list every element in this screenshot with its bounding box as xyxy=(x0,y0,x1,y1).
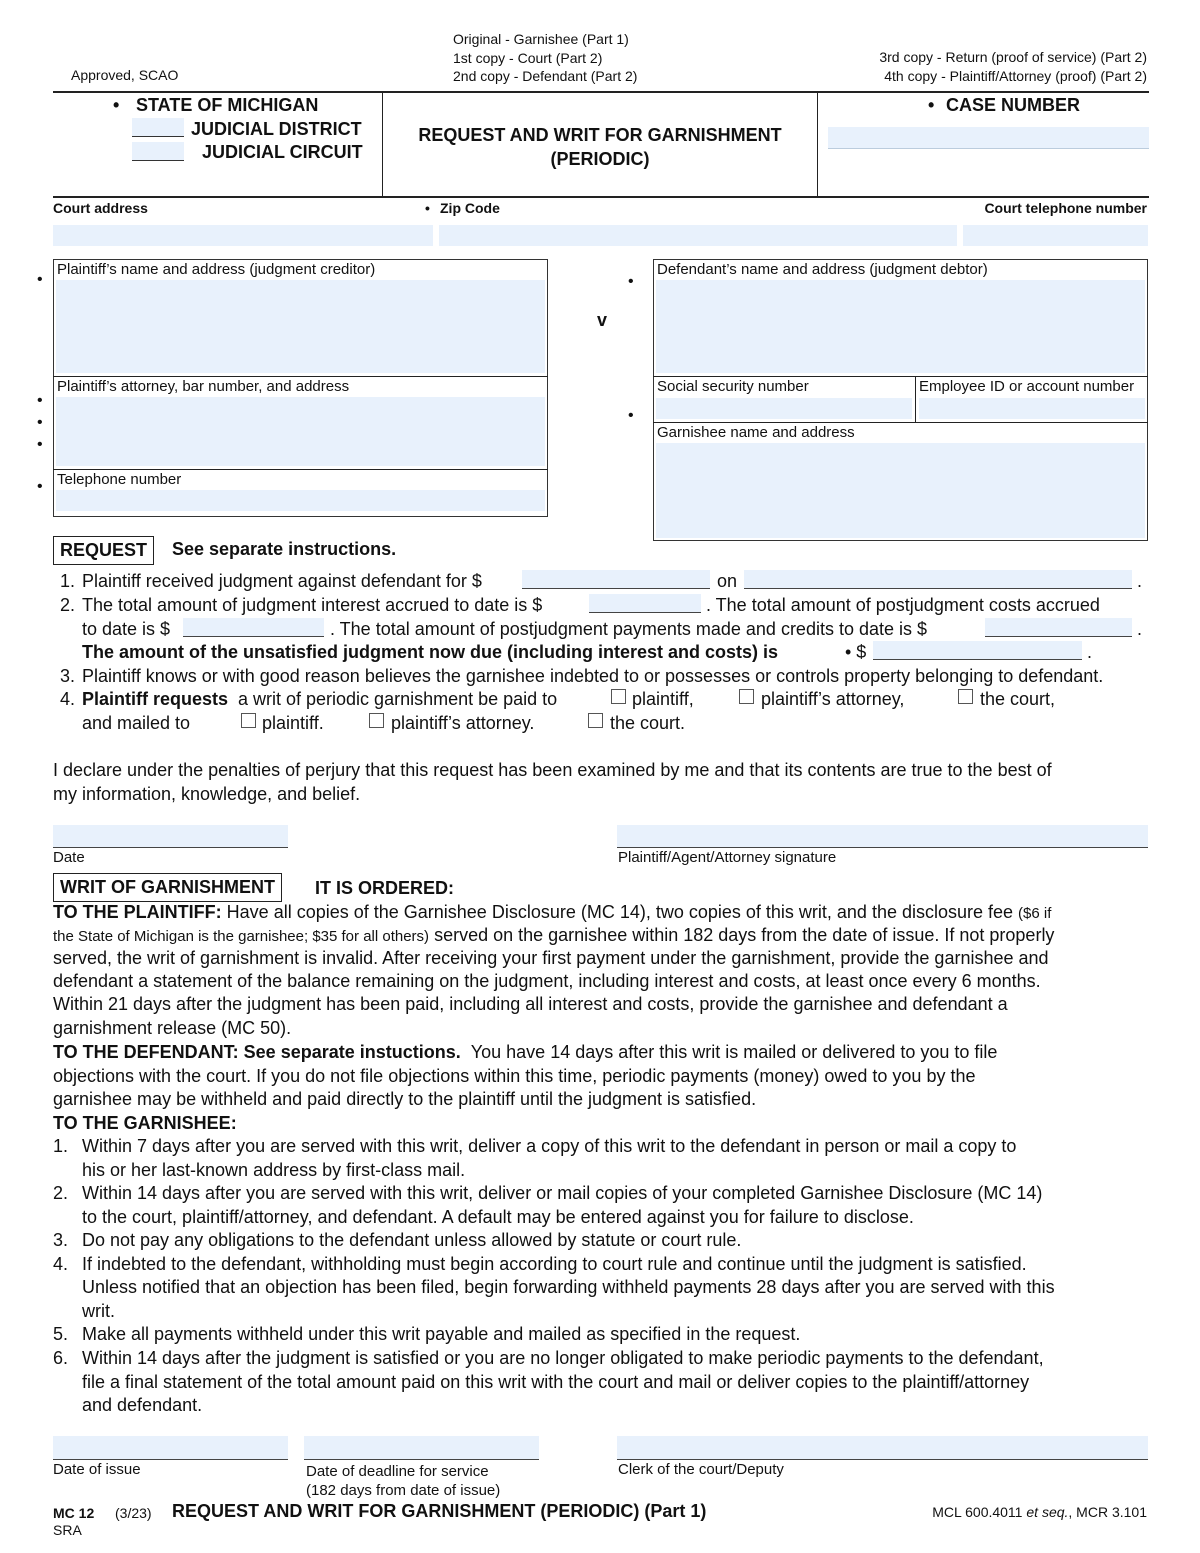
copy-line: 3rd copy - Return (proof of service) (Part 2) xyxy=(879,49,1147,65)
garnishee-item-text: If indebted to the defendant, withholding must begin according to court rule and continue until the judgment is satisfied. xyxy=(82,1254,1027,1274)
ssn-label: Social security number xyxy=(657,378,809,395)
writ-fee-note: the State of Michigan is the garnishee; $35 for all others) xyxy=(53,928,430,945)
court-telephone-label: Court telephone number xyxy=(984,200,1147,216)
garnishee-label: Garnishee name and address xyxy=(657,424,855,441)
period: . xyxy=(1137,619,1143,639)
request-tag: REQUEST xyxy=(53,536,154,565)
checkbox-label: plaintiff. xyxy=(262,713,324,733)
unsatisfied-judgment-text: The amount of the unsatisfied judgment now due (including interest and costs) is xyxy=(82,642,779,662)
it-is-ordered: IT IS ORDERED: xyxy=(315,878,455,898)
approved-scao: Approved, SCAO xyxy=(71,67,179,83)
plaintiff-divider xyxy=(53,376,548,377)
required-bullet: • xyxy=(37,271,43,288)
period: . xyxy=(1087,642,1093,662)
payments-amount-field[interactable] xyxy=(985,618,1132,637)
plaintiff-name-label: Plaintiff’s name and address (judgment creditor) xyxy=(57,261,376,278)
copy-line: 4th copy - Plaintiff/Attorney (proof) (Part 2) xyxy=(884,67,1147,84)
plaintiff-name-field[interactable] xyxy=(56,280,545,373)
versus-label: v xyxy=(597,310,608,330)
declaration-line: I declare under the penalties of perjury that this request has been examined by me and that its contents are true to the best of xyxy=(53,760,1052,780)
required-bullet: • xyxy=(37,478,43,495)
item-number: 6. xyxy=(53,1348,69,1368)
mailed-to-plaintiff-checkbox[interactable] xyxy=(241,713,256,728)
garnishee-item-text: Do not pay any obligations to the defendant unless allowed by statute or court rule. xyxy=(82,1230,742,1250)
item4-text: a writ of periodic garnishment be paid to xyxy=(238,689,558,709)
judicial-district-label: JUDICIAL DISTRICT xyxy=(191,119,362,139)
copy-line: 1st copy - Court (Part 2) xyxy=(453,49,603,66)
writ-text: objections with the court. If you do not file objections within this time, periodic payments (money) owed to you by the xyxy=(53,1066,976,1086)
deadline-label-line: (182 days from date of issue) xyxy=(306,1482,501,1499)
writ-plaintiff-line1 xyxy=(53,901,1051,926)
statute-reference xyxy=(932,1504,1147,1520)
writ-plaintiff-line2 xyxy=(53,924,1054,949)
mailed-to-court-checkbox[interactable] xyxy=(588,713,603,728)
date-of-issue-field[interactable] xyxy=(53,1436,288,1460)
garnishee-item-text: writ. xyxy=(82,1301,115,1321)
checkbox-label: the court. xyxy=(610,713,686,733)
required-bullet: • xyxy=(628,407,634,424)
checkbox-label: plaintiff’s attorney. xyxy=(391,713,535,733)
item2-text: . The total amount of postjudgment costs accrued xyxy=(706,595,1100,615)
costs-amount-field[interactable] xyxy=(183,618,324,637)
writ-text: defendant a statement of the balance remaining on the judgment, including interest and costs, at least once every 6 months. xyxy=(53,971,1041,991)
interest-amount-field[interactable] xyxy=(589,594,701,613)
defendant-name-field[interactable] xyxy=(656,280,1145,373)
clerk-label: Clerk of the court/Deputy xyxy=(618,1461,784,1478)
to-defendant-heading: TO THE DEFENDANT: See separate instuctions. xyxy=(53,1042,461,1062)
item4-bold: Plaintiff requests xyxy=(82,689,229,709)
telephone-label: Telephone number xyxy=(57,471,182,488)
writ-tag: WRIT OF GARNISHMENT xyxy=(53,873,282,902)
unsatisfied-dollar: • $ xyxy=(845,642,867,662)
item2-text: . The total amount of postjudgment payments made and credits to date is $ xyxy=(330,619,928,639)
header-bottom-rule xyxy=(53,196,1149,198)
employee-id-field[interactable] xyxy=(919,398,1145,419)
item-number: 2. xyxy=(60,595,76,615)
state-of-michigan: STATE OF MICHIGAN xyxy=(136,95,319,115)
date-label: Date xyxy=(53,849,85,866)
required-bullet: • xyxy=(628,273,634,290)
writ-text: You have 14 days after this writ is mailed or delivered to you to file xyxy=(470,1042,998,1062)
item3-text: Plaintiff knows or with good reason believes the garnishee indebted to or possesses or controls property belonging to defendant. xyxy=(82,666,1104,686)
writ-text: garnishee may be withheld and paid directly to the plaintiff until the judgment is satisfied. xyxy=(53,1089,757,1109)
form-id: MC 12 xyxy=(53,1505,95,1521)
defendant-divider xyxy=(653,422,1148,423)
period: . xyxy=(1137,571,1143,591)
state-bullet: • xyxy=(113,95,120,115)
signature-label: Plaintiff/Agent/Attorney signature xyxy=(618,849,837,866)
zip-code-field[interactable] xyxy=(439,225,957,246)
garnishee-field[interactable] xyxy=(656,443,1145,538)
zip-code-label: Zip Code xyxy=(440,200,500,216)
item-number: 1. xyxy=(53,1136,69,1156)
item1-text: Plaintiff received judgment against defendant for $ xyxy=(82,571,482,591)
garnishee-item-text: Within 14 days after the judgment is satisfied or you are no longer obligated to make periodic payments to the defendant, xyxy=(82,1348,1044,1368)
copy-distribution-center xyxy=(453,30,637,86)
deadline-label xyxy=(306,1462,500,1500)
paid-to-plaintiff-checkbox[interactable] xyxy=(611,689,626,704)
ssn-field[interactable] xyxy=(656,398,912,419)
defendant-name-label: Defendant’s name and address (judgment debtor) xyxy=(657,261,988,278)
checkbox-label: plaintiff’s attorney, xyxy=(761,689,905,709)
garnishee-item-text: and defendant. xyxy=(82,1395,203,1415)
writ-text: Within 21 days after the judgment has been paid, including all interest and costs, provide the garnishee and defendant a xyxy=(53,994,1008,1014)
plaintiff-attorney-field[interactable] xyxy=(56,397,545,466)
checkbox-label: plaintiff, xyxy=(632,689,694,709)
case-number-field[interactable] xyxy=(828,127,1149,149)
item-number: 2. xyxy=(53,1183,69,1203)
form-revision: (3/23) xyxy=(115,1505,152,1521)
deadline-label-line: Date of deadline for service xyxy=(306,1463,489,1480)
item-number: 3. xyxy=(60,666,76,686)
request-date-field[interactable] xyxy=(53,825,288,848)
ssn-divider xyxy=(915,376,916,422)
footer-title: REQUEST AND WRIT FOR GARNISHMENT (PERIODIC) (Part 1) xyxy=(172,1501,707,1521)
paid-to-court-checkbox[interactable] xyxy=(958,689,973,704)
writ-text: served on the garnishee within 182 days from the date of issue. If not properly xyxy=(434,925,1055,945)
plaintiff-divider xyxy=(53,469,548,470)
item-number: 4. xyxy=(60,689,76,709)
writ-text: Have all copies of the Garnishee Disclosure (MC 14), two copies of this writ, and the disclosure fee xyxy=(226,902,1014,922)
circuit-number-field[interactable] xyxy=(132,142,184,161)
garnishee-item-text: Within 7 days after you are served with this writ, deliver a copy of this writ to the defendant in person or mail a copy to xyxy=(82,1136,1017,1156)
zip-bullet: • xyxy=(425,200,430,216)
writ-text: served, the writ of garnishment is invalid. After receiving your first payment under the garnishment, provide the garnishee and xyxy=(53,948,1049,968)
required-bullet: • xyxy=(37,392,43,409)
to-plaintiff-heading: TO THE PLAINTIFF: xyxy=(53,902,222,922)
court-address-label: Court address xyxy=(53,200,148,216)
item-number: 1. xyxy=(60,571,76,591)
garnishee-item-text: Unless notified that an objection has been filed, begin forwarding withheld payments 28 days after you are served with this xyxy=(82,1277,1055,1297)
garnishee-item-text: Within 14 days after you are served with this writ, deliver or mail copies of your completed Garnishee Disclosure (MC 14) xyxy=(82,1183,1043,1203)
copy-line: Original - Garnishee (Part 1) xyxy=(453,31,629,47)
item-number: 5. xyxy=(53,1324,69,1344)
item-number: 3. xyxy=(53,1230,69,1250)
defendant-divider xyxy=(653,376,1148,377)
case-number-label: CASE NUMBER xyxy=(946,95,1081,115)
writ-fee-note: ($6 if xyxy=(1018,905,1052,922)
garnishee-item-text: Make all payments withheld under this writ payable and mailed as specified in the request. xyxy=(82,1324,801,1344)
to-garnishee-heading: TO THE GARNISHEE: xyxy=(53,1113,237,1133)
date-of-issue-label: Date of issue xyxy=(53,1461,141,1478)
writ-defendant-line1 xyxy=(53,1041,997,1065)
statute-text: MCL 600.4011 xyxy=(932,1504,1023,1520)
clerk-signature-field[interactable] xyxy=(617,1436,1148,1460)
court-telephone-field[interactable] xyxy=(963,225,1148,246)
writ-text: garnishment release (MC 50). xyxy=(53,1018,292,1038)
header-divider-right xyxy=(817,92,818,196)
required-bullet: • xyxy=(37,414,43,431)
sra-label: SRA xyxy=(53,1522,82,1538)
item4-mailed: and mailed to xyxy=(82,713,191,733)
employee-id-label: Employee ID or account number xyxy=(919,378,1135,395)
judgment-amount-field[interactable] xyxy=(522,570,710,589)
copy-distribution-right xyxy=(879,48,1147,85)
checkbox-label: the court, xyxy=(980,689,1056,709)
case-number-bullet: • xyxy=(928,95,935,115)
item2-text: The total amount of judgment interest accrued to date is $ xyxy=(82,595,543,615)
deadline-field[interactable] xyxy=(304,1436,539,1460)
statute-text: , MCR 3.101 xyxy=(1068,1504,1147,1520)
paid-to-attorney-checkbox[interactable] xyxy=(739,689,754,704)
copy-line: 2nd copy - Defendant (Part 2) xyxy=(453,68,638,84)
garnishee-item-text: file a final statement of the total amount paid on this writ with the court and mail or deliver copies to the plaintiff/attorney xyxy=(82,1372,1030,1392)
statute-italic: et seq. xyxy=(1026,1504,1069,1520)
telephone-field[interactable] xyxy=(56,490,545,511)
judgment-date-field[interactable] xyxy=(744,570,1132,589)
district-number-field[interactable] xyxy=(132,118,184,137)
unsatisfied-amount-field[interactable] xyxy=(873,641,1082,660)
header-top-rule xyxy=(53,91,1149,93)
plaintiff-attorney-label: Plaintiff’s attorney, bar number, and address xyxy=(57,378,350,395)
signature-field[interactable] xyxy=(617,825,1148,848)
declaration-line: my information, knowledge, and belief. xyxy=(53,784,361,804)
item2-text: to date is $ xyxy=(82,619,171,639)
court-address-field[interactable] xyxy=(53,225,433,246)
garnishee-item-text: to the court, plaintiff/attorney, and defendant. A default may be entered against you for failure to disclose. xyxy=(82,1207,914,1227)
required-bullet: • xyxy=(37,436,43,453)
form-title xyxy=(383,123,817,171)
garnishee-item-text: his or her last-known address by first-class mail. xyxy=(82,1160,466,1180)
item1-on: on xyxy=(717,571,738,591)
item-number: 4. xyxy=(53,1254,69,1274)
form-title-line1: REQUEST AND WRIT FOR GARNISHMENT xyxy=(418,125,782,145)
mailed-to-attorney-checkbox[interactable] xyxy=(369,713,384,728)
form-title-line2: (PERIODIC) xyxy=(550,149,650,169)
request-instructions: See separate instructions. xyxy=(172,539,397,559)
judicial-circuit-label: JUDICIAL CIRCUIT xyxy=(202,142,363,162)
